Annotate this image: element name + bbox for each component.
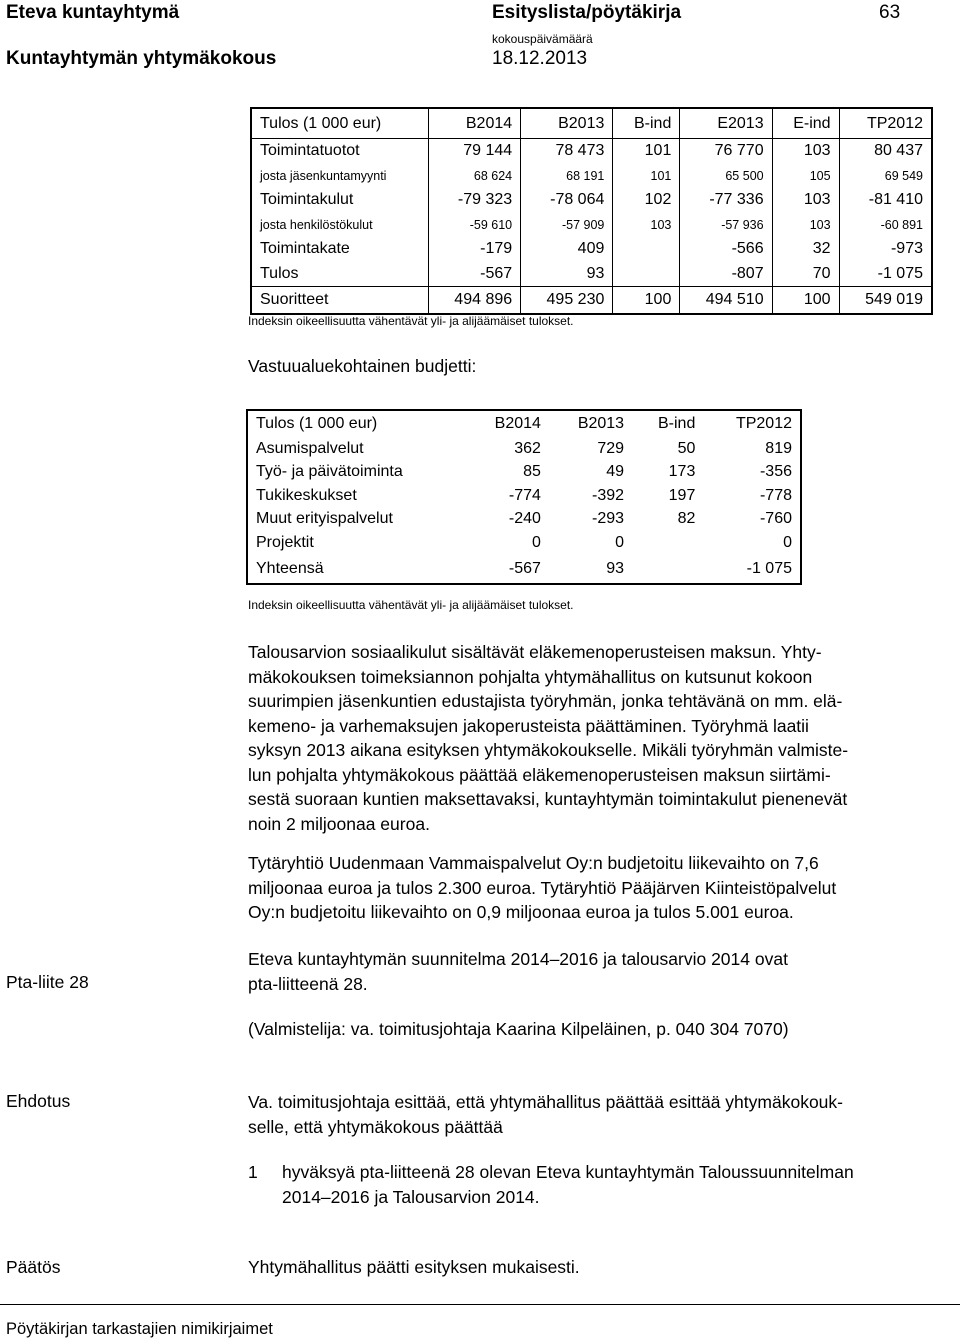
table-cell: -81 410 [839,188,932,213]
table-cell: 69 549 [839,164,932,189]
table-header-row [247,410,801,437]
column-header: B-ind [658,415,696,432]
attachment-label: Pta-liite 28 [6,972,89,992]
table-cell: -1 075 [839,262,932,287]
row-label: Asumispalvelut [256,439,364,457]
paragraph-subsidiaries [248,851,836,925]
proposal-text [248,1090,843,1139]
preparer-note: (Valmistelija: va. toimitusjohtaja Kaarina Kilpeläinen, p. 040 304 7070) [248,1019,789,1039]
table-cell: -760 [759,510,792,528]
row-label: Tulos [260,264,299,282]
column-header: E2013 [680,108,772,139]
column-header: B2013 [521,108,613,139]
table-row [247,508,801,532]
table-cell: -778 [759,486,792,504]
table-cell: -567 [508,559,541,577]
text-line: noin 2 miljoonaa euroa. [248,813,430,834]
text-line: 2014–2016 ja Talousarvion 2014. [282,1186,540,1207]
text-line: hyväksyä pta-liitteenä 28 olevan Eteva kuntayhtymän Taloussuunnitelman [282,1162,854,1182]
date-caption: kokouspäivämäärä [492,32,593,46]
table-cell: 70 [772,262,839,287]
row-label: Toimintakulut [260,191,354,209]
table-cell: -60 891 [839,213,932,238]
text-line: mäkokouksen toimeksiannon pohjalta yhtymähallitus on kutsunut kokoon [248,666,813,687]
table-cell: 362 [514,439,541,457]
table-cell: 495 230 [521,287,613,315]
text-line: sestä suoraan kuntien maksettavaksi, kuntayhtymän toimintakulut pienenevät [248,789,848,809]
table-cell: 549 019 [839,287,932,315]
table-cell: 105 [772,164,839,189]
table-cell: 103 [772,213,839,238]
row-label: josta jäsenkuntamyynti [260,168,387,183]
row-label: Suoritteet [251,287,428,315]
table-cell: 65 500 [680,164,772,189]
table-row [247,555,801,584]
table-cell [613,237,680,262]
text-line: Va. toimitusjohtaja esittää, että yhtymähallitus päättää esittää yhtymäkokouk- [248,1092,843,1112]
table-cell: 49 [606,463,625,481]
table-row [247,531,801,555]
table-row [251,139,932,164]
table-cell: 0 [783,533,792,551]
table-cell: -392 [592,486,625,504]
column-header: B2013 [577,415,625,432]
text-line: suurimpien jäsenkuntien edustajista työryhmän, jonka tehtävänä on mm. elä- [248,691,843,711]
table-cell: 93 [521,262,613,287]
column-header: B2014 [494,415,541,432]
table-cell: -57 936 [680,213,772,238]
column-header: B-ind [613,108,680,139]
table-cell: 494 510 [680,287,772,315]
text-line: Tytäryhtiö Uudenmaan Vammaispalvelut Oy:n budjetoitu liikevaihto on 7,6 [248,853,819,873]
table-row [251,262,932,287]
table-cell: 409 [521,237,613,262]
table-cell: -566 [680,237,772,262]
row-label: Muut erityispalvelut [256,510,393,528]
table-cell: -240 [508,510,541,528]
column-header: TP2012 [839,108,932,139]
table-cell: 100 [772,287,839,315]
document-type: Esityslista/pöytäkirja [492,2,682,23]
row-label: Projektit [256,533,314,551]
table-cell [632,555,703,584]
column-header: E-ind [772,108,839,139]
table-cell: -567 [428,262,520,287]
table-cell: 68 191 [521,164,613,189]
table-cell: 101 [613,139,680,164]
table-cell: -356 [759,463,792,481]
table-cell [632,531,703,555]
attachment-text [248,947,788,996]
table-cell: 100 [613,287,680,315]
text-line: syksyn 2013 aikana esityksen yhtymäkokoukselle. Mikäli työryhmän valmiste- [248,740,849,760]
table-cell: 103 [613,213,680,238]
text-line: miljoonaa euroa ja tulos 2.300 euroa. Tytäryhtiö Pääjärven Kiinteistöpalvelut [248,877,837,898]
proposal-label: Ehdotus [6,1091,71,1111]
meeting-name: Kuntayhtymän yhtymäkokous [6,48,277,69]
column-header: Tulos (1 000 eur) [256,415,378,432]
text-line: selle, että yhtymäkokous päättää [248,1116,503,1137]
text-line: Eteva kuntayhtymän suunnitelma 2014–2016 ja talousarvio 2014 ovat [248,949,788,969]
table-cell: 101 [613,164,680,189]
table-cell: -59 610 [428,213,520,238]
table-note: Indeksin oikeellisuutta vähentävät yli- ja alijäämäiset tulokset. [248,314,574,328]
table-cell: 93 [606,559,625,577]
table-row [247,484,801,508]
table-note: Indeksin oikeellisuutta vähentävät yli- ja alijäämäiset tulokset. [248,598,574,612]
table-row [251,164,932,189]
table-cell: 103 [772,139,839,164]
text-line: lun pohjalta yhtymäkokous päättää eläkemenoperusteisen maksun siirtämi- [248,764,831,785]
table-row [251,213,932,238]
proposal-item-number: 1 [248,1162,258,1182]
section-title: Vastuualuekohtainen budjetti: [248,356,477,376]
table-cell: -57 909 [521,213,613,238]
table-cell: 103 [772,188,839,213]
footer-rule [0,1304,960,1305]
table-row [247,437,801,461]
table-cell: -973 [839,237,932,262]
organization-name: Eteva kuntayhtymä [6,2,180,23]
table-cell: 50 [677,439,696,457]
text-line: Talousarvion sosiaalikulut sisältävät eläkemenoperusteisen maksun. Yhty- [248,642,822,662]
table-cell: -79 323 [428,188,520,213]
table-header-row [251,108,932,139]
text-line: kemeno- ja varhemaksujen jakoperusteista päättäminen. Työryhmä laatii [248,715,809,736]
table-cell: 102 [613,188,680,213]
table-cell: -774 [508,486,541,504]
row-label: Yhteensä [256,559,324,577]
text-line: pta-liitteenä 28. [248,973,368,994]
decision-text: Yhtymähallitus päätti esityksen mukaisesti. [248,1257,580,1277]
table-row [247,461,801,485]
row-label: Toimintatuotot [260,142,360,160]
table-cell: 68 624 [428,164,520,189]
column-header: Tulos (1 000 eur) [251,108,428,139]
table-cell: -179 [428,237,520,262]
table-cell: 173 [668,463,696,481]
table-cell: -293 [592,510,625,528]
table-cell: 729 [597,439,625,457]
table-cell: 79 144 [428,139,520,164]
table-cell: 82 [677,510,696,528]
table-cell: 76 770 [680,139,772,164]
table-cell: 80 437 [839,139,932,164]
table-row [251,188,932,213]
table-cell [613,262,680,287]
table-cell: 85 [523,463,541,481]
row-label: Tukikeskukset [256,486,357,504]
table-cell: 32 [772,237,839,262]
table-cell: -807 [680,262,772,287]
row-label: josta henkilöstökulut [260,217,373,232]
decision-label: Päätös [6,1257,61,1277]
footer-text: Pöytäkirjan tarkastajien nimikirjaimet [6,1320,273,1338]
table-cell: 0 [532,533,541,551]
row-label: Toimintakate [260,240,350,258]
table-cell: 0 [615,533,625,551]
text-line: Oy:n budjetoitu liikevaihto on 0,9 miljoonaa euroa ja tulos 5.001 euroa. [248,902,794,922]
budget-table [250,107,933,315]
page-number: 63 [879,2,901,23]
table-row [251,237,932,262]
meeting-date: 18.12.2013 [492,48,588,69]
table-cell: 78 473 [521,139,613,164]
row-label: Työ- ja päivätoiminta [256,463,403,481]
table-cell: -1 075 [746,559,792,577]
unit-budget-table [246,409,802,585]
table-cell: -77 336 [680,188,772,213]
column-header: B2014 [428,108,520,139]
column-header: TP2012 [735,415,792,432]
table-row [251,287,932,315]
table-cell: 819 [765,439,792,457]
table-cell: 494 896 [428,287,520,315]
table-cell: 197 [668,486,696,504]
paragraph-pension-costs [248,640,848,836]
proposal-item-text [282,1160,854,1209]
table-cell: -78 064 [521,188,613,213]
